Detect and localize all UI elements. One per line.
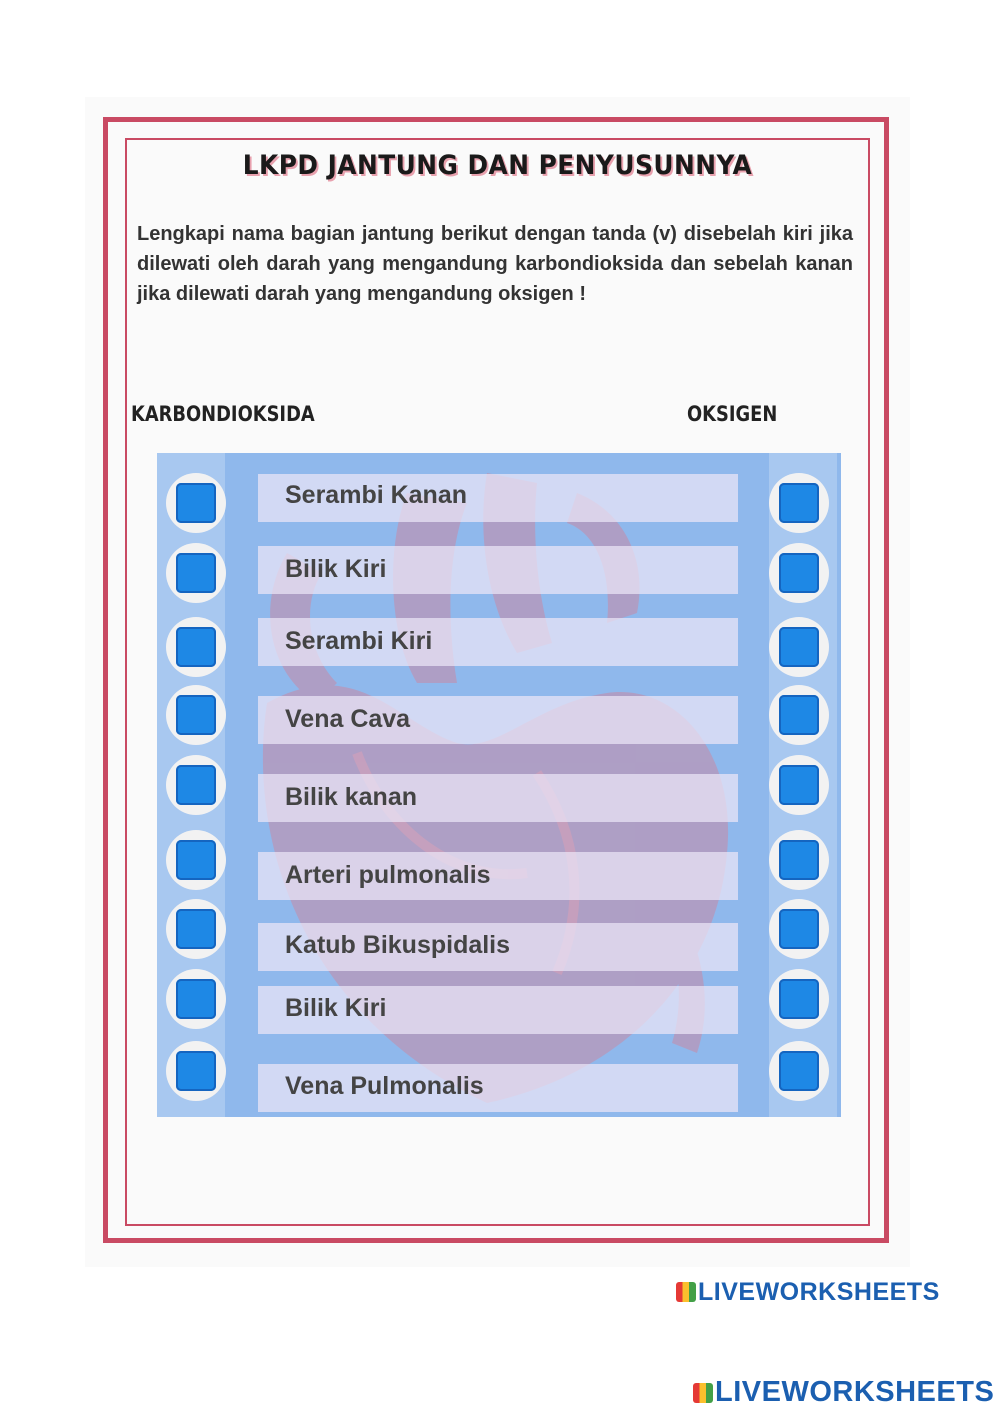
column-heading-karbondioksida: KARBONDIOKSIDA xyxy=(131,402,315,426)
item-label-bilik-kiri-2: Bilik Kiri xyxy=(285,994,387,1022)
liveworksheets-logo-icon xyxy=(693,1383,713,1403)
karbondioksida-checkbox-1[interactable] xyxy=(166,473,226,533)
item-label-serambi-kanan: Serambi Kanan xyxy=(285,481,468,509)
item-label-vena-cava: Vena Cava xyxy=(285,705,411,733)
oksigen-checkbox-9[interactable] xyxy=(769,1041,829,1101)
item-label-serambi-kiri: Serambi Kiri xyxy=(285,627,433,655)
liveworksheets-logo-top: LIVEWORKSHEETS xyxy=(676,1278,940,1307)
item-label-katub-bikuspidalis: Katub Bikuspidalis xyxy=(285,931,511,959)
oksigen-checkbox-4[interactable] xyxy=(769,685,829,745)
item-label-arteri-pulmonalis: Arteri pulmonalis xyxy=(285,861,491,889)
oksigen-checkbox-1[interactable] xyxy=(769,473,829,533)
answer-board xyxy=(157,453,841,1117)
item-label-vena-pulmonalis: Vena Pulmonalis xyxy=(285,1072,484,1100)
oksigen-checkbox-3[interactable] xyxy=(769,617,829,677)
worksheet-title: LKPD JANTUNG DAN PENYUSUNNYA xyxy=(242,150,753,181)
liveworksheets-logo-bottom: LIVEWORKSHEETS xyxy=(693,1376,994,1409)
oksigen-checkbox-2[interactable] xyxy=(769,543,829,603)
instruction-text: Lengkapi nama bagian jantung berikut dengan tanda (v) disebelah kiri jika dilewati oleh darah yang mengandung karbondioksida dan sebelah kanan jika dilewati darah yang mengandung oksigen ! xyxy=(137,223,853,305)
karbondioksida-checkbox-8[interactable] xyxy=(166,969,226,1029)
karbondioksida-checkbox-9[interactable] xyxy=(166,1041,226,1101)
oksigen-checkbox-6[interactable] xyxy=(769,830,829,890)
item-label-bilik-kanan: Bilik kanan xyxy=(285,783,417,811)
oksigen-checkbox-8[interactable] xyxy=(769,969,829,1029)
karbondioksida-checkbox-7[interactable] xyxy=(166,899,226,959)
column-heading-oksigen: OKSIGEN xyxy=(687,402,778,426)
oksigen-checkbox-5[interactable] xyxy=(769,755,829,815)
karbondioksida-checkbox-3[interactable] xyxy=(166,617,226,677)
karbondioksida-checkbox-5[interactable] xyxy=(166,755,226,815)
liveworksheets-logo-icon xyxy=(676,1282,696,1302)
oksigen-checkbox-7[interactable] xyxy=(769,899,829,959)
karbondioksida-checkbox-4[interactable] xyxy=(166,685,226,745)
karbondioksida-checkbox-6[interactable] xyxy=(166,830,226,890)
karbondioksida-checkbox-2[interactable] xyxy=(166,543,226,603)
item-label-bilik-kiri: Bilik Kiri xyxy=(285,555,387,583)
